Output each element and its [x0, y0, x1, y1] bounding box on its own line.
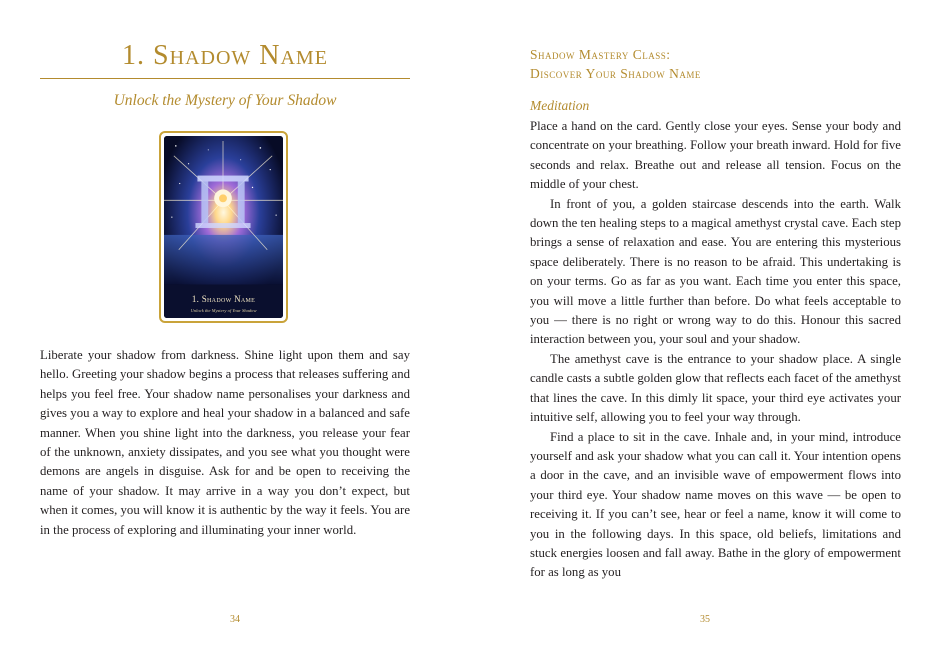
- right-body-text: [530, 117, 901, 583]
- page-number-left: 34: [230, 614, 240, 625]
- page-number-right: 35: [700, 614, 710, 625]
- meditation-label: Meditation: [530, 98, 590, 113]
- card-title: 1. Shadow Name: [191, 294, 256, 304]
- title-divider: [40, 78, 410, 79]
- right-page: [470, 0, 940, 650]
- page-subtitle: Unlock the Mystery of Your Shadow: [113, 92, 337, 109]
- paragraph: The amethyst cave is the entrance to your shadow place. A single candle casts a subtle golden glow that reflects each facet of the amethyst that lines the cave. In this dimly lit space, your third eye activates your intuitive self, allowing you to feel your way through.: [530, 351, 901, 425]
- section-heading-line1: Shadow Mastery Class:: [530, 47, 671, 62]
- paragraph: In front of you, a golden staircase descends into the earth. Walk down the ten healing steps to a magical amethyst crystal cave. Each step brings a sense of relaxation and ease. You are entering this mysterious space deliberately. There is no reason to be afraid. This undertaking is on your terms. Go as far as you want. Each time you enter this space, you will move a little further than before. Do what feels acceptable to you — there is no right or wrong way to do this. Honour this sacred interaction between you, your soul and your shadow.: [530, 196, 901, 347]
- paragraph: Place a hand on the card. Gently close your eyes. Sense your body and concentrate on your breathing. Follow your breath inward. Hold for five seconds and relax. Breathe out and release all tension. Focus on the middle of your chest.: [530, 119, 901, 192]
- left-body-text: Liberate your shadow from darkness. Shine light upon them and say hello. Greeting your shadow begins a process that releases suffering and helps you feel free. Your shadow name personalises your darkness and gives you a way to explore and heal your shadow in a balanced and safe manner. When you shine light into the darkness, you release your fear of the unknown, anxiety dissipates, and you see what you thought were demons are angels in disguise. Ask for and be open to receiving the name of your shadow. It may arrive in a way you don’t expect, but when it comes, you will know it is authentic by the way it feels. You are in the process of exploring and illuminating your inner world.: [40, 348, 410, 537]
- section-heading-line2: Discover Your Shadow Name: [530, 66, 701, 81]
- card-artwork: [164, 136, 283, 318]
- paragraph: Find a place to sit in the cave. Inhale and, in your mind, introduce yourself and ask your shadow what you can call it. Your intention opens a door in the cave, and an invisible wave of empowerment flows into your third eye. Your shadow name moves on this wave — be open to receiving it. If you can’t see, hear or feel a name, know it will come to you in the following days. In this space, old beliefs, limitations and stuck energies loosen and fall away. Bathe in the glory of empowerment for as long as you: [530, 429, 901, 580]
- section-heading: [530, 45, 701, 83]
- card-illustration: [164, 136, 283, 318]
- card-subtitle: Unlock the Mystery of Your Shadow: [190, 308, 257, 313]
- oracle-card: [159, 131, 288, 323]
- page-title: 1. Shadow Name: [122, 40, 328, 71]
